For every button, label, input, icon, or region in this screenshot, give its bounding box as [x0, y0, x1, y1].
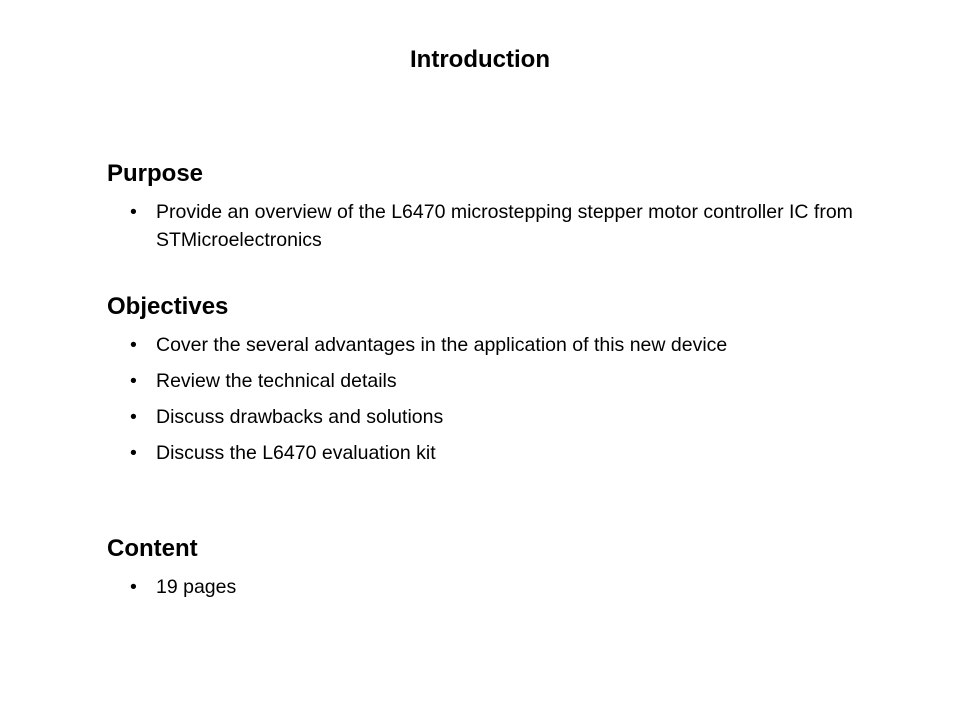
bullet-item	[107, 573, 867, 601]
bullet-icon: •	[130, 576, 137, 598]
bullet-icon: •	[130, 442, 137, 464]
bullet-icon: •	[130, 370, 137, 392]
bullet-list-objectives	[107, 331, 867, 467]
bullet-list-content	[107, 573, 867, 601]
bullet-icon: •	[130, 334, 137, 356]
section-objectives	[107, 291, 867, 467]
bullet-text: Cover the several advantages in the application of this new device	[156, 334, 728, 356]
bullet-item	[107, 198, 867, 254]
bullet-text: Provide an overview of the L6470 microstepping stepper motor controller IC from STMicroelectronics	[156, 201, 853, 251]
bullet-item	[107, 367, 867, 395]
bullet-icon: •	[130, 201, 137, 223]
bullet-item	[107, 439, 867, 467]
slide-title: Introduction	[410, 46, 550, 73]
section-content	[107, 533, 867, 601]
bullet-list-purpose	[107, 198, 867, 254]
bullet-text: Discuss drawbacks and solutions	[156, 406, 444, 428]
section-heading-objectives: Objectives	[107, 293, 229, 320]
section-heading-content: Content	[107, 535, 198, 562]
bullet-text: Review the technical details	[156, 370, 397, 392]
bullet-item	[107, 403, 867, 431]
bullet-icon: •	[130, 406, 137, 428]
bullet-text: 19 pages	[156, 576, 237, 598]
section-purpose	[107, 158, 867, 254]
bullet-item	[107, 331, 867, 359]
bullet-text: Discuss the L6470 evaluation kit	[156, 442, 436, 464]
section-heading-purpose: Purpose	[107, 160, 204, 187]
